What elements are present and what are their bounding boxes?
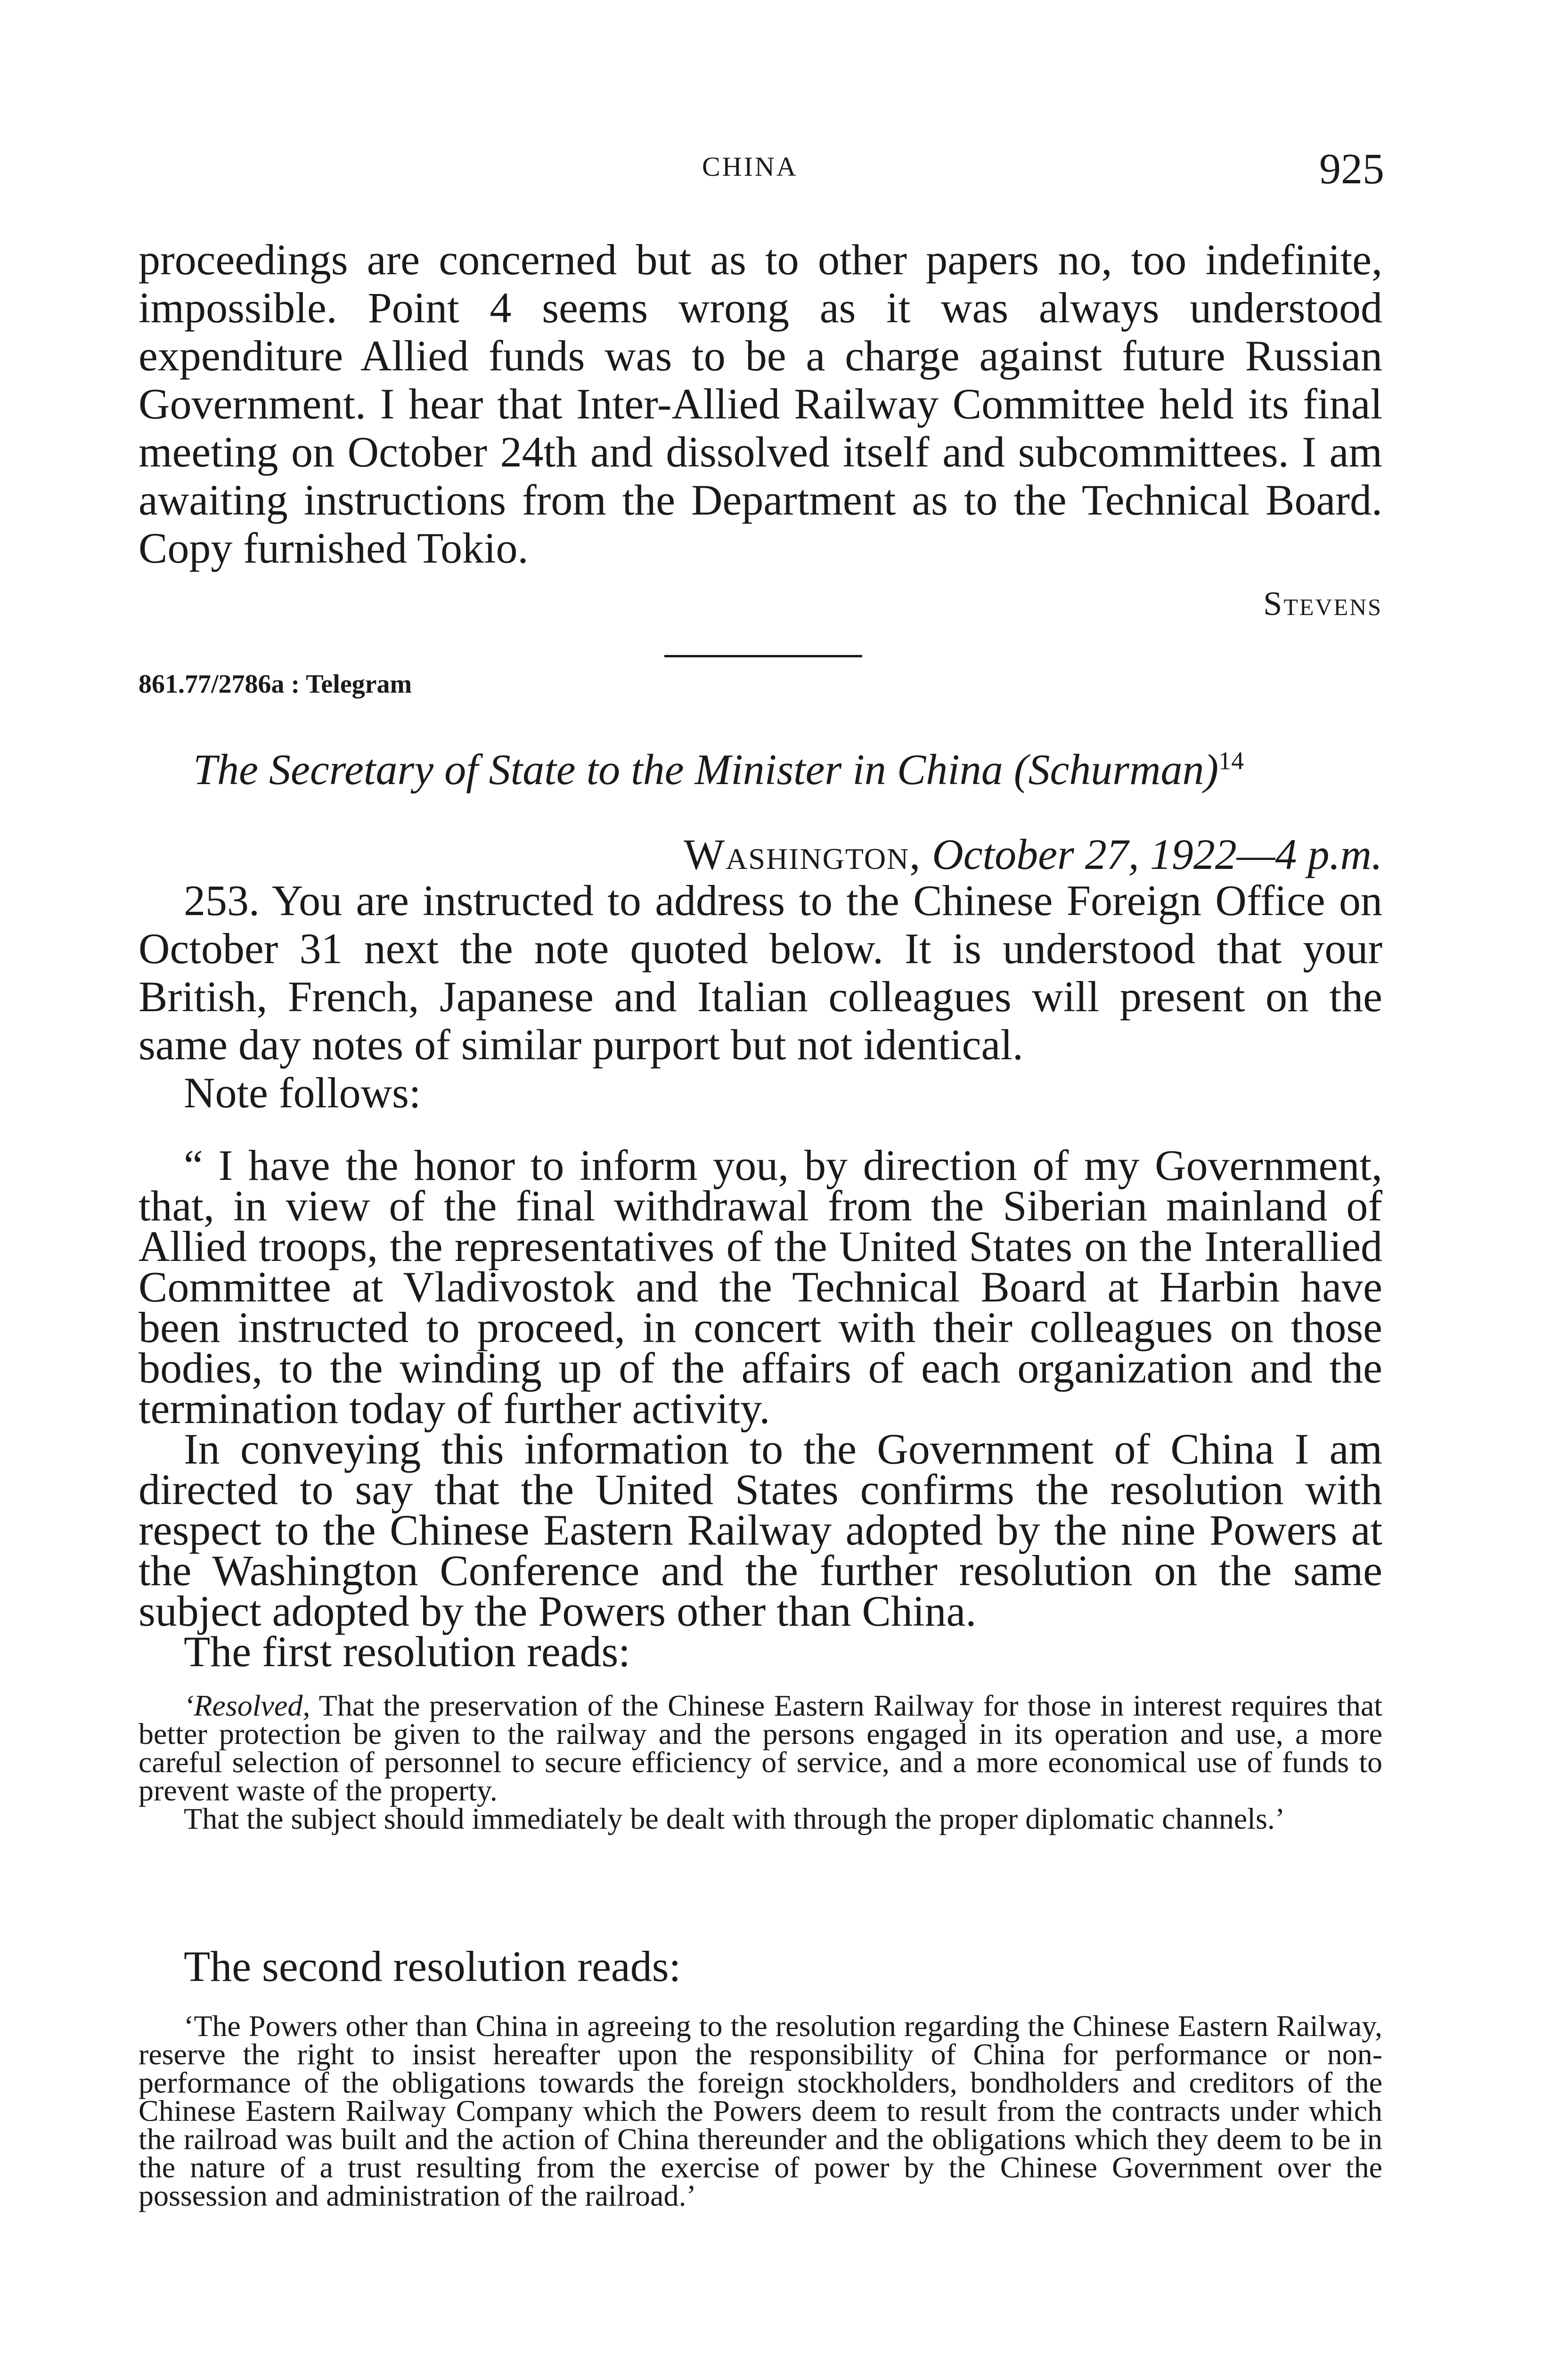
- resolution-1a-text: That the preservation of the Chinese Eastern Railway for those in interest requires that better protection be given to the railway and the persons engaged in its operation and use, a more careful selection of personnel to secure efficiency of service, and a more economical use of funds to prevent waste of the property.: [139, 1689, 1382, 1807]
- first-resolution-label: The first resolution reads:: [184, 1628, 630, 1676]
- quote-paragraph-2: In conveying this information to the Government of China I am directed to say that the United States confirms the resolution with respect to the Chinese Eastern Railway adopted by the nine Powers at the Washington Conference and the further resolution on the same subject adopted by the Powers other than China.: [139, 1425, 1382, 1635]
- dateline-place: Washington,: [684, 830, 922, 878]
- first-resolution: [139, 1689, 1382, 1835]
- dateline-date: October 27, 1922—4 p.m.: [932, 830, 1382, 878]
- continuation-text: proceedings are concerned but as to other papers no, too indefinite, impossible. Point 4 seems wrong as it was always understood expenditure Allied funds was to be a charge against future Russian Government. I hear that Inter-Allied Railway Committee held its final meeting on October 24th and dissolved itself and subcommittees. I am awaiting instructions from the Department as to the Technical Board. Copy furnished Tokio.: [139, 236, 1382, 572]
- dateline: [684, 829, 1382, 879]
- page-number: 925: [1319, 145, 1384, 193]
- continuation-paragraph: [139, 236, 1382, 572]
- document-heading: [193, 744, 1244, 794]
- file-reference: 861.77/2786a : Telegram: [139, 670, 412, 699]
- heading-text: The Secretary of State to the Minister in China (Schurman): [193, 745, 1219, 794]
- resolution-1-paragraph-b: That the subject should immediately be dealt with through the proper diplomatic channels.’: [184, 1802, 1285, 1835]
- second-resolution: [139, 2009, 1382, 2212]
- resolution-2-paragraph: ‘The Powers other than China in agreeing to the resolution regarding the Chinese Eastern Railway, reserve the right to insist hereafter upon the responsibility of China for performance or non-performance of the obligations towards the foreign stockholders, bondholders and creditors of the Chinese Eastern Railway Company which the Powers deem to result from the contracts under which the railroad was built and the action of China thereunder and the obligations which they deem to be in the nature of a trust resulting from the exercise of power by the Chinese Government over the possession and administration of the railroad.’: [139, 2009, 1382, 2212]
- quoted-note: [139, 1141, 1382, 1676]
- resolved-lead: ‘Resolved,: [184, 1689, 310, 1722]
- signature: Stevens: [1263, 585, 1382, 622]
- second-resolution-label: The second resolution reads:: [184, 1942, 681, 1990]
- resolution-1-paragraph-a: [139, 1689, 1382, 1807]
- quote-paragraph-1: “ I have the honor to inform you, by direction of my Government, that, in view of the final withdrawal from the Siberian mainland of Allied troops, the representatives of the United States on the Interallied Committee at Vladivostok and the Technical Board at Harbin have been instructed to proceed, in concert with their colleagues on those bodies, to the winding up of the affairs of each organization and the termination today of further activity.: [139, 1141, 1382, 1432]
- note-follows: Note follows:: [184, 1069, 421, 1117]
- paragraph-253: 253. You are instructed to address to the Chinese Foreign Office on October 31 next the note quoted below. It is understood that your British, French, Japanese and Italian colleagues will present on the same day notes of similar purport but not identical.: [139, 876, 1382, 1069]
- running-title: CHINA: [702, 151, 798, 182]
- heading-footnote-mark: 14: [1218, 746, 1244, 775]
- section-divider: [664, 655, 862, 657]
- instruction-paragraph: [139, 876, 1382, 1117]
